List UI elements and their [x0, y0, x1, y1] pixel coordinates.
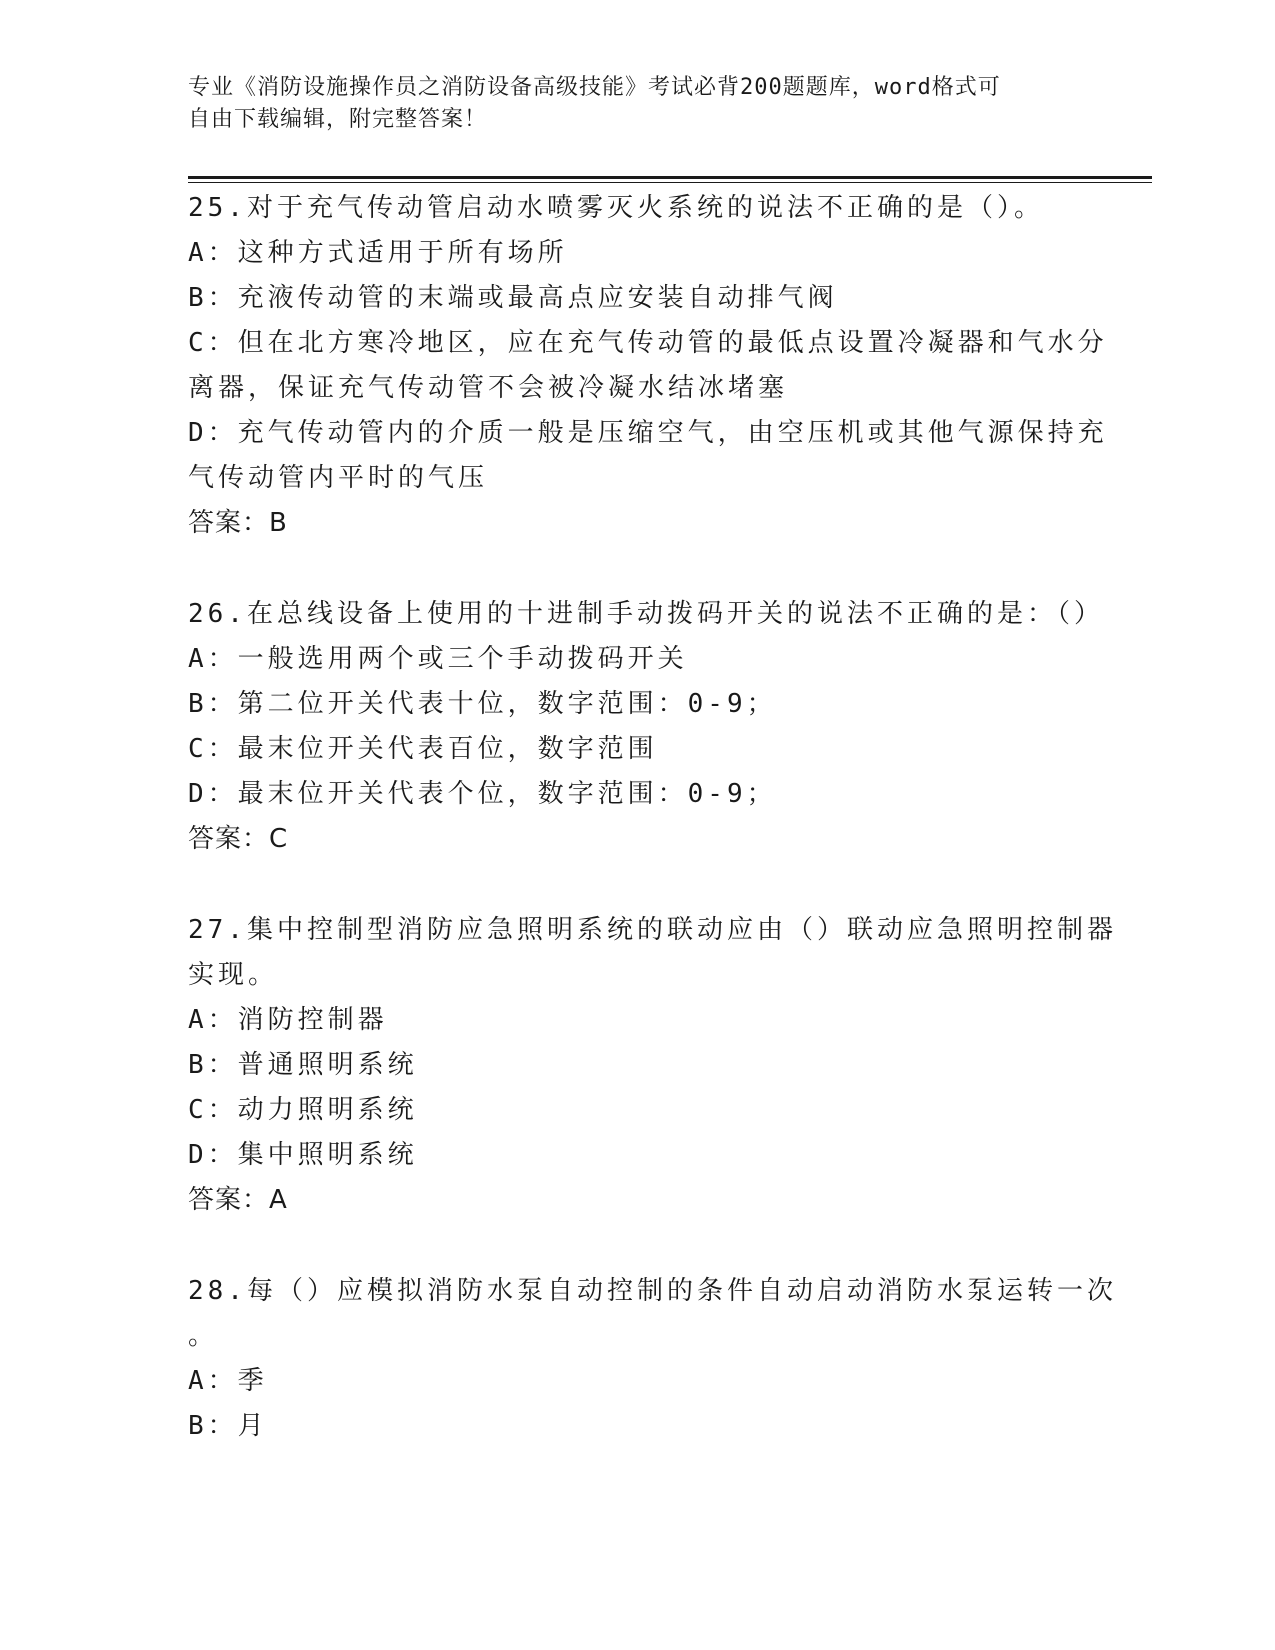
question-block: [188, 908, 1117, 1223]
spacer: [188, 1223, 1088, 1269]
header-line-2: 自由下载编辑，附完整答案！: [188, 107, 488, 132]
question-block: [188, 1269, 1117, 1449]
answer-label: 答案：A: [188, 1185, 288, 1215]
option-a: A：季: [188, 1366, 268, 1396]
answer-label: 答案：C: [188, 824, 289, 854]
option-d-continued: 气传动管内平时的气压: [188, 463, 489, 493]
option-a: A：消防控制器: [188, 1005, 388, 1035]
option-c: C：最末位开关代表百位，数字范围: [188, 734, 658, 764]
option-c: C：动力照明系统: [188, 1095, 418, 1125]
question-stem-continued: 实现。: [188, 960, 279, 990]
question-stem: 26.在总线设备上使用的十进制手动拨码开关的说法不正确的是：（）: [188, 599, 1104, 629]
question-stem-continued: 。: [188, 1321, 219, 1351]
spacer: [188, 546, 1088, 592]
option-d: D：集中照明系统: [188, 1140, 418, 1170]
question-block: [188, 186, 1108, 546]
question-stem: 28.每（）应模拟消防水泵自动控制的条件自动启动消防水泵运转一次: [188, 1276, 1117, 1306]
spacer: [188, 862, 1088, 908]
option-d: D：最末位开关代表个位，数字范围：0-9；: [188, 779, 777, 809]
option-b: B：第二位开关代表十位，数字范围：0-9；: [188, 689, 777, 719]
question-block: [188, 592, 1104, 862]
document-header: [188, 72, 1068, 136]
option-b: B：充液传动管的末端或最高点应安装自动排气阀: [188, 283, 838, 313]
option-b: B：普通照明系统: [188, 1050, 418, 1080]
option-a: A：一般选用两个或三个手动拨码开关: [188, 644, 688, 674]
option-a: A：这种方式适用于所有场所: [188, 238, 568, 268]
question-stem: 27.集中控制型消防应急照明系统的联动应由（）联动应急照明控制器: [188, 915, 1117, 945]
option-c: C：但在北方寒冷地区，应在充气传动管的最低点设置冷凝器和气水分: [188, 328, 1108, 358]
question-stem: 25.对于充气传动管启动水喷雾灭火系统的说法不正确的是（）。: [188, 193, 1044, 223]
option-c-continued: 离器，保证充气传动管不会被冷凝水结冰堵塞: [188, 373, 789, 403]
option-d: D：充气传动管内的介质一般是压缩空气，由空压机或其他气源保持充: [188, 418, 1108, 448]
header-line-1: 专业《消防设施操作员之消防设备高级技能》考试必背200题题库，word格式可: [188, 75, 1001, 100]
answer-label: 答案：B: [188, 508, 288, 538]
question-list: [188, 186, 1117, 1449]
option-b: B：月: [188, 1411, 268, 1441]
header-divider-thick: [188, 176, 1152, 179]
header-divider-thin: [188, 182, 1152, 183]
